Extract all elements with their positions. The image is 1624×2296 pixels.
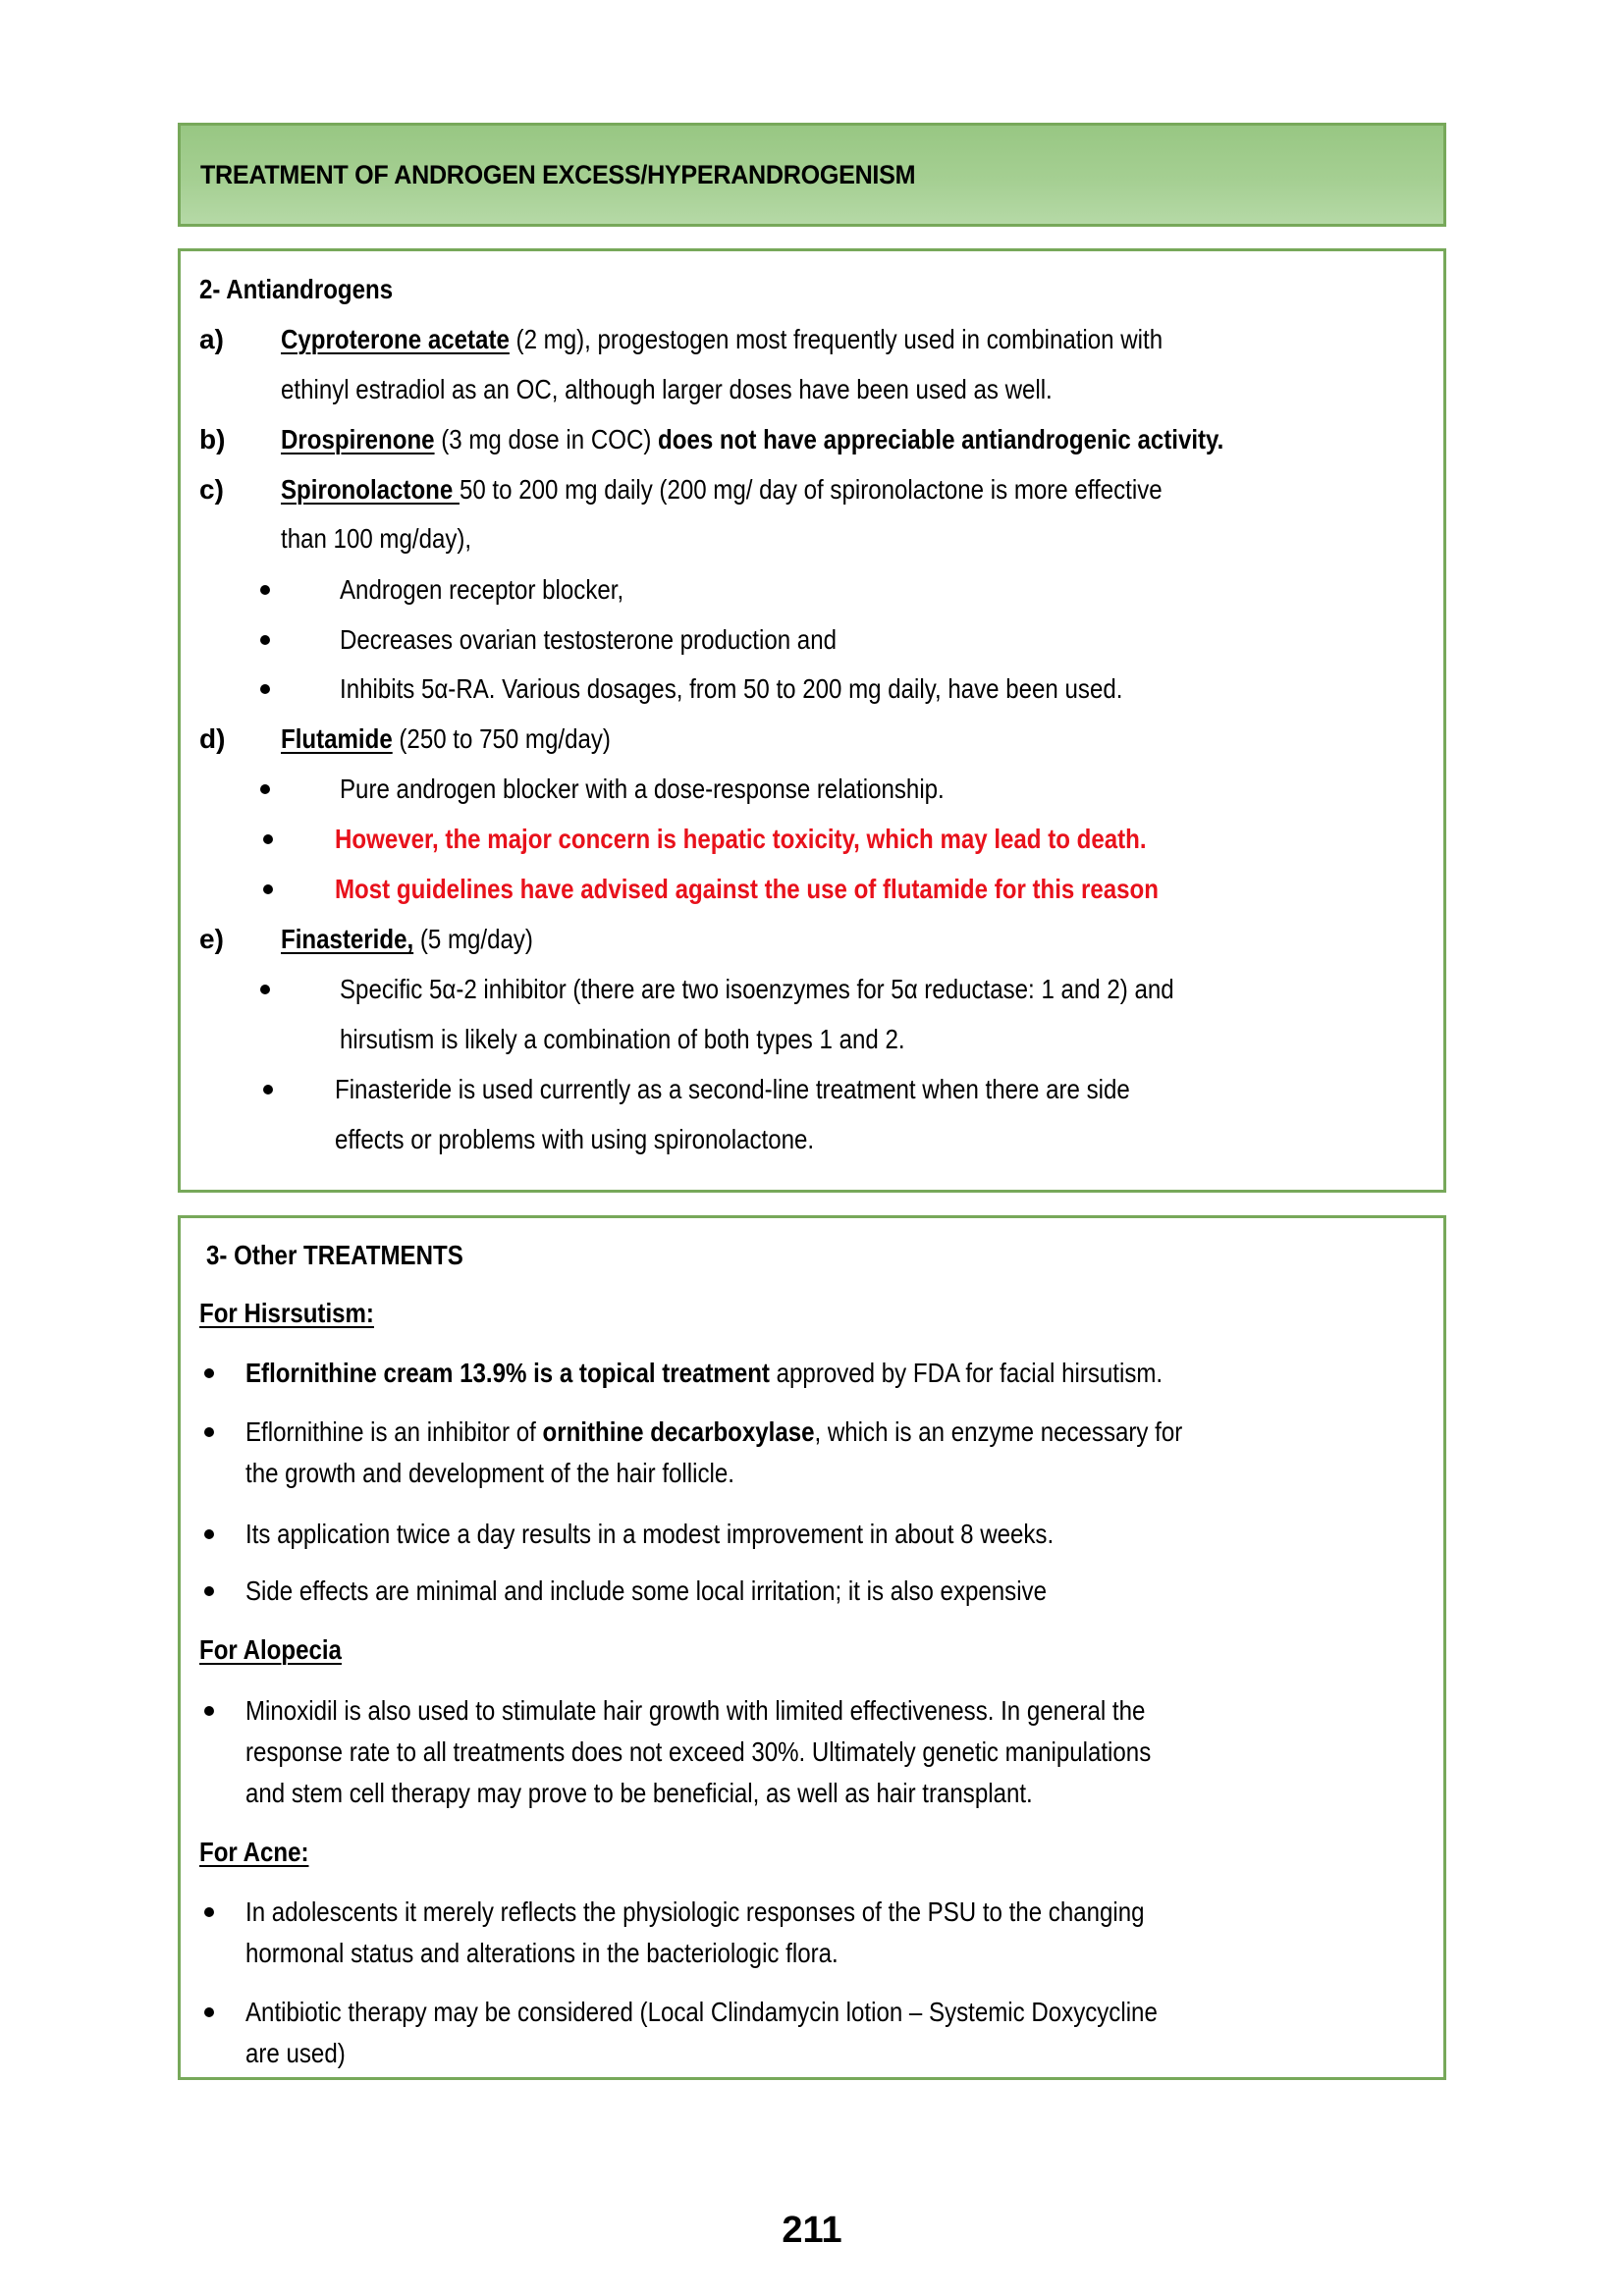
page-title: TREATMENT OF ANDROGEN EXCESS/HYPERANDROGENISM [200,159,916,189]
finasteride-bullet-1-line-1: Specific 5α-2 inhibitor (there are two isoenzymes for 5α reductase: 1 and 2) and [340,974,1174,1004]
drug-name-cyproterone: Cyproterone acetate [281,324,510,354]
bullet-icon [204,1427,214,1437]
bullet-icon [263,884,273,894]
bullet-icon [260,684,270,694]
page-number: 211 [782,2210,842,2251]
antiandrogens-box [178,248,1446,1193]
flutamide-warning-hepatic-toxicity: However, the major concern is hepatic toxicity, which may lead to death. [335,824,1147,854]
item-marker-a: a) [199,324,224,354]
bullet-icon [263,834,273,844]
hirsutism-heading: For Hisrsutism: [199,1298,374,1328]
spironolactone-bullet-2: Decreases ovarian testosterone production and [340,624,837,655]
item-marker-c: c) [199,474,224,505]
acne-bullet-1-line-1: In adolescents it merely reflects the physiologic responses of the PSU to the changing [245,1896,1145,1927]
hirsutism-bullet-3: Its application twice a day results in a modest improvement in about 8 weeks. [245,1519,1055,1549]
item-marker-d: d) [199,723,226,754]
other-treatments-box [178,1215,1446,2080]
alopecia-bullet-1-line-2: response rate to all treatments does not exceed 30%. Ultimately genetic manipulations [245,1736,1152,1767]
bullet-icon [260,635,270,645]
drug-name-flutamide: Flutamide [281,723,393,754]
drug-name-finasteride: Finasteride, [281,924,414,954]
acne-bullet-2-line-2: are used) [245,2038,346,2068]
item-marker-e: e) [199,924,224,954]
spironolactone-line-2: than 100 mg/day), [281,523,472,554]
hirsutism-bullet-1: Eflornithine cream 13.9% is a topical treatment approved by FDA for facial hirsutism. [245,1358,1164,1388]
alopecia-bullet-1-line-1: Minoxidil is also used to stimulate hair growth with limited effectiveness. In general the [245,1695,1146,1726]
cyproterone-line-1: Cyproterone acetate (2 mg), progestogen most frequently used in combination with [281,324,1164,354]
bullet-icon [204,1586,214,1596]
drug-name-spironolactone: Spironolactone [281,474,460,505]
hirsutism-bullet-2-line-1: Eflornithine is an inhibitor of ornithine decarboxylase, which is an enzyme necessary for [245,1416,1183,1447]
acne-bullet-2-line-1: Antibiotic therapy may be considered (Local Clindamycin lotion – Systemic Doxycycline [245,1997,1158,2027]
spironolactone-bullet-3: Inhibits 5α-RA. Various dosages, from 50 to 200 mg daily, have been used. [340,673,1123,704]
bullet-icon [204,1907,214,1917]
cyproterone-line-2: ethinyl estradiol as an OC, although larger doses have been used as well. [281,374,1053,404]
hirsutism-bullet-2-line-2: the growth and development of the hair follicle. [245,1458,734,1488]
bullet-icon [260,585,270,595]
bullet-icon [204,1706,214,1716]
section-header-banner [178,123,1446,227]
acne-bullet-1-line-2: hormonal status and alterations in the bacteriologic flora. [245,1938,839,1968]
acne-heading: For Acne: [199,1837,309,1867]
drospirenone-line: Drospirenone (3 mg dose in COC) does not have appreciable antiandrogenic activity. [281,424,1224,454]
alopecia-heading: For Alopecia [199,1634,342,1665]
bullet-icon [260,784,270,794]
finasteride-line: Finasteride, (5 mg/day) [281,924,533,954]
other-treatments-heading: 3- Other TREATMENTS [206,1240,463,1270]
finasteride-bullet-2-line-1: Finasteride is used currently as a second-line treatment when there are side [335,1074,1130,1104]
spironolactone-bullet-1: Androgen receptor blocker, [340,574,624,605]
finasteride-bullet-2-line-2: effects or problems with using spironolactone. [335,1124,815,1154]
drug-name-drospirenone: Drospirenone [281,424,435,454]
antiandrogens-heading: 2- Antiandrogens [199,274,394,304]
bullet-icon [260,985,270,994]
flutamide-warning-guidelines: Most guidelines have advised against the use of flutamide for this reason [335,874,1159,904]
bullet-icon [204,1529,214,1539]
item-marker-b: b) [199,424,226,454]
flutamide-bullet-1: Pure androgen blocker with a dose-response relationship. [340,774,945,804]
drospirenone-emphasis: does not have appreciable antiandrogenic activity. [658,424,1224,454]
hirsutism-bullet-4: Side effects are minimal and include some local irritation; it is also expensive [245,1575,1047,1606]
flutamide-line: Flutamide (250 to 750 mg/day) [281,723,611,754]
finasteride-bullet-1-line-2: hirsutism is likely a combination of both types 1 and 2. [340,1024,905,1054]
spironolactone-line-1: Spironolactone 50 to 200 mg daily (200 mg/ day of spironolactone is more effective [281,474,1163,505]
bullet-icon [263,1085,273,1095]
alopecia-bullet-1-line-3: and stem cell therapy may prove to be beneficial, as well as hair transplant. [245,1778,1033,1808]
bullet-icon [204,1368,214,1378]
bullet-icon [204,2007,214,2017]
